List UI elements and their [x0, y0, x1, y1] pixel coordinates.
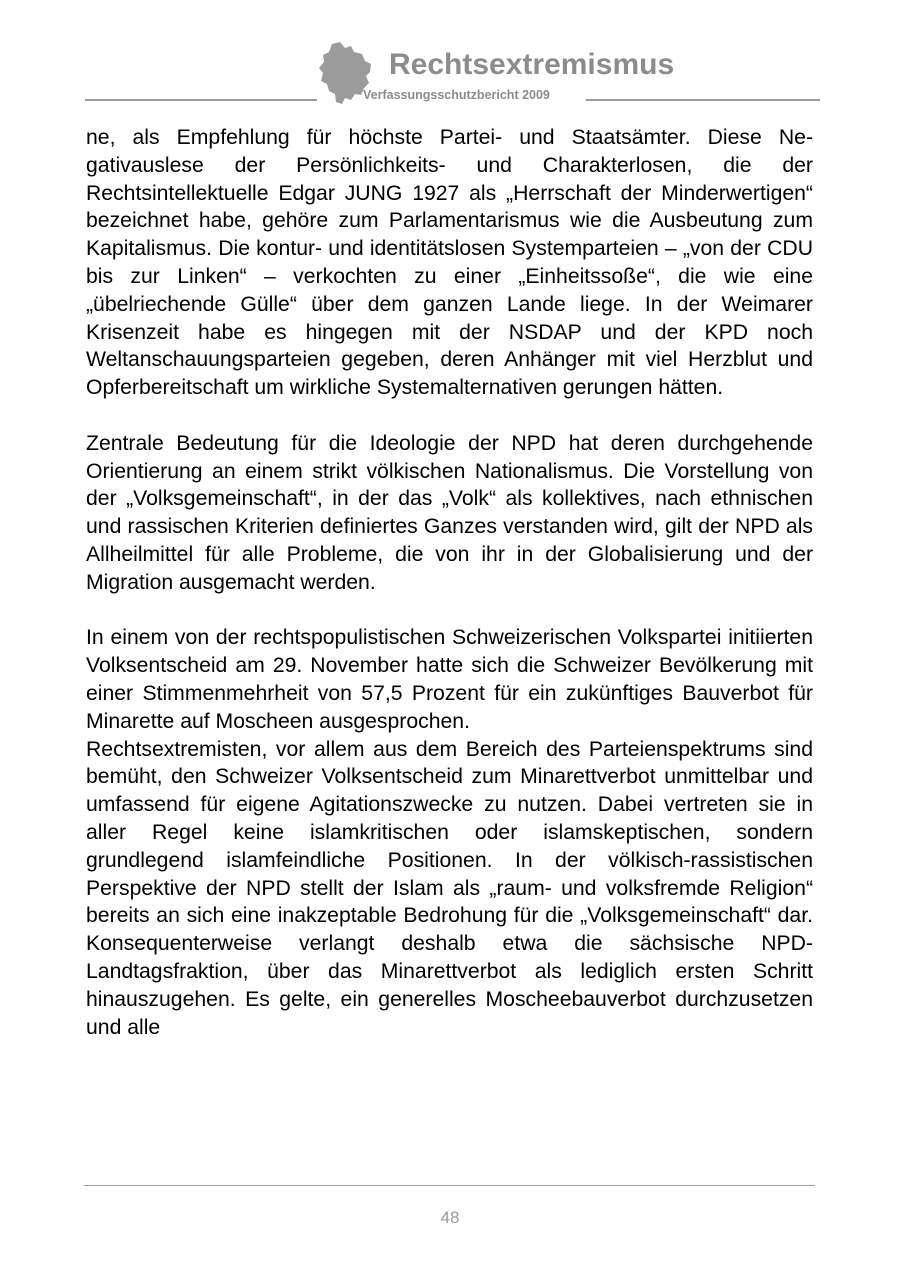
header-rule-right — [586, 99, 820, 101]
header-title: Rechtsextremismus — [389, 48, 675, 81]
page-header — [0, 0, 900, 110]
paragraph: Zentrale Bedeutung für die Ideologie der NPD hat deren durchgehende Orientierung an einem strikt völkischen Nationalismus. Die Vorstellung von der „Volksgemeinschaft“, in der das „Volk“ als kollektives, nach ethnischen und rassischen Kriterien definiertes Ganzes verstanden wird, gilt der NPD als Allheilmittel für alle Probleme, die von ihr in der Globalisierung und der Migration ausgemacht werden. — [86, 431, 813, 594]
header-rule-left — [85, 99, 317, 101]
page-number: 48 — [440, 1208, 460, 1227]
paragraph: ne, als Empfehlung für höchste Partei- und Staatsämter. Diese Negativauslese der Persönlichkeits- und Charakterlosen, die der Rechtsintellektuelle Edgar JUNG 1927 als „Herrschaft der Minderwertigen“ bezeichnet habe, gehöre zum Parlamentarismus wie die Ausbeutung zum Kapitalismus. Die kontur- und identitätslosen Systemparteien – „von der CDU bis zur Linken“ – verkochten zu einer „Einheitssoße“, die wie eine „übelriechende Gülle“ über dem ganzen Lande liege. In der Weimarer Krisenzeit habe es hingegen mit der NSDAP und der KPD noch Weltanschauungsparteien gegeben, deren Anhänger mit viel Herzblut und Opferbereitschaft um wirkliche Systemalternativen gerungen hätten. — [86, 126, 813, 400]
body-text — [86, 124, 813, 1041]
paragraph: In einem von der rechtspopulistischen Schweizerischen Volkspartei initiierten Volksentscheid am 29. November hatte sich die Schweizer Bevölkerung mit einer Stimmenmehrheit von 57,5 Prozent für ein zukünftiges Bauverbot für Minarette auf Moscheen ausgesprochen. — [86, 626, 813, 733]
header-subtitle: Verfassungsschutzbericht 2009 — [363, 88, 550, 102]
footer-rule — [84, 1185, 815, 1186]
paragraph: Rechtsextremisten, vor allem aus dem Bereich des Parteienspektrums sind bemüht, den Schweizer Volksentscheid zum Minarettverbot unmittelbar und umfassend für eigene Agitationszwecke zu nutzen. Dabei vertreten sie in aller Regel keine islamkritischen oder islamskeptischen, sondern grundlegend islamfeindliche Positionen. In der völkisch-rassistischen Perspektive der NPD stellt der Islam als „raum- und volksfremde Religion“ bereits an sich eine inakzeptable Bedrohung für die „Volksgemeinschaft“ dar. Konsequenterweise verlangt deshalb etwa die sächsische NPD-Landtagsfraktion, über das Minarettverbot als lediglich ersten Schritt hinauszugehen. Es gelte, ein generelles Moscheebauverbot durchzusetzen und alle — [86, 737, 813, 1039]
